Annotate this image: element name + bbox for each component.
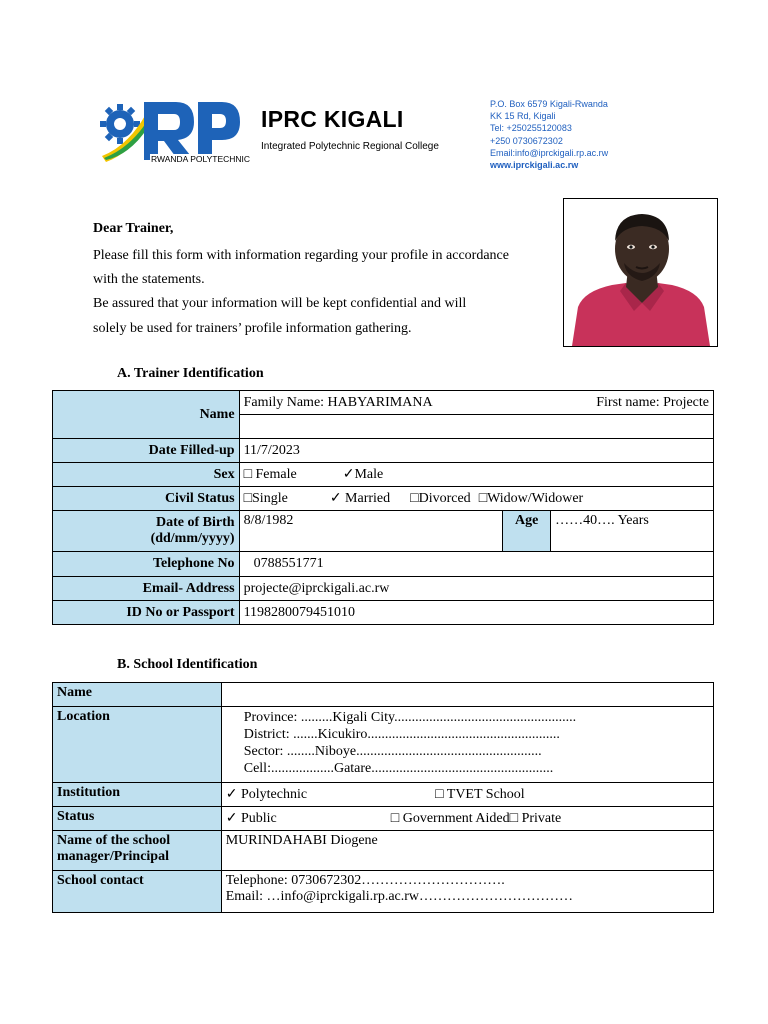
sex-male-checkbox[interactable]: ✓Male <box>342 467 384 482</box>
org-title: IPRC KIGALI <box>261 106 404 132</box>
dob-value[interactable]: 8/8/1982 <box>239 511 503 552</box>
section-b-heading: B. School Identification <box>117 657 258 672</box>
name-extra-cell[interactable] <box>239 415 713 439</box>
contact-email: Email:info@iprckigali.rp.ac.rw <box>490 147 609 158</box>
id-value[interactable]: 1198280079451010 <box>239 601 713 625</box>
dob-format: (dd/mm/yyyy) <box>150 531 235 546</box>
contact-tel: Tel: +250255120083 <box>490 123 572 134</box>
status-government-private-checkbox[interactable]: □ Government Aided□ Private <box>390 811 562 826</box>
dob-label <box>53 511 240 552</box>
name-label: Name <box>53 391 240 439</box>
sex-female-checkbox[interactable]: □ Female <box>243 467 297 482</box>
civil-widow-checkbox[interactable]: □Widow/Widower <box>478 491 584 506</box>
contact-block <box>490 98 608 171</box>
province-field[interactable]: Province: .........Kigali City.................................................... <box>243 710 577 725</box>
manager-label-line2: manager/Principal <box>57 849 169 864</box>
trainer-photo <box>563 198 718 347</box>
age-label: Age <box>503 511 551 552</box>
contact-road: KK 15 Rd, Kigali <box>490 111 556 122</box>
intro-line: Please fill this form with information regarding your profile in accordance <box>93 248 509 263</box>
location-value <box>221 707 713 783</box>
date-filled-value[interactable]: 11/7/2023 <box>239 439 713 463</box>
org-subtitle: Integrated Polytechnic Regional College <box>261 141 439 152</box>
school-contact-telephone[interactable]: Telephone: 0730672302…………………………. <box>225 873 505 888</box>
institution-options <box>221 783 713 807</box>
civil-single-checkbox[interactable]: □Single <box>243 491 288 506</box>
civil-status-options <box>239 487 713 511</box>
civil-status-label: Civil Status <box>53 487 240 511</box>
contact-address: P.O. Box 6579 Kigali-Rwanda <box>490 99 608 109</box>
institution-polytechnic-checkbox[interactable]: ✓ Polytechnic <box>225 787 308 802</box>
first-name: First name: Projecte <box>596 394 709 410</box>
school-name-value[interactable] <box>221 683 713 707</box>
intro-line: solely be used for trainers’ profile information gathering. <box>93 320 412 336</box>
contact-mobile: +250 0730672302 <box>490 135 563 146</box>
email-value[interactable]: projecte@iprckigali.ac.rw <box>239 577 713 601</box>
intro-line: with the statements. <box>93 272 205 288</box>
location-label: Location <box>53 707 222 783</box>
school-contact-email[interactable]: Email: …info@iprckigali.rp.ac.rw…………………………… <box>225 889 574 904</box>
rp-logo <box>98 94 251 166</box>
trainer-identification-table <box>52 390 714 625</box>
family-name: Family Name: HABYARIMANA <box>243 394 433 410</box>
age-value[interactable]: ……40…. Years <box>551 511 714 552</box>
school-identification-table <box>52 682 714 913</box>
telephone-value[interactable]: 0788551771 <box>239 552 713 577</box>
sex-label: Sex <box>53 463 240 487</box>
intro-line: Be assured that your information will be kept confidential and will <box>93 296 467 312</box>
section-a-heading: A. Trainer Identification <box>117 366 264 381</box>
sex-options <box>239 463 713 487</box>
school-contact-value <box>221 871 713 913</box>
cell-field[interactable]: Cell:..................Gatare.................................................... <box>243 761 554 776</box>
civil-married-checkbox[interactable]: ✓ Married <box>329 491 391 506</box>
contact-website[interactable]: www.iprckigali.ac.rw <box>490 160 579 171</box>
greeting: Dear Trainer, <box>93 221 174 236</box>
dob-label-text: Date of Birth <box>156 515 235 530</box>
telephone-label: Telephone No <box>53 552 240 577</box>
email-label: Email- Address <box>53 577 240 601</box>
school-name-label: Name <box>53 683 222 707</box>
date-filled-label: Date Filled-up <box>53 439 240 463</box>
institution-tvet-checkbox[interactable]: □ TVET School <box>435 787 525 802</box>
manager-value[interactable]: MURINDAHABI Diogene <box>221 831 713 871</box>
manager-label-line1: Name of the school <box>57 833 171 848</box>
id-label: ID No or Passport <box>53 601 240 625</box>
sector-field[interactable]: Sector: ........Niboye..................................................... <box>243 744 542 759</box>
name-value-cell[interactable] <box>239 391 713 415</box>
institution-label: Institution <box>53 783 222 807</box>
civil-divorced-checkbox[interactable]: □Divorced <box>410 491 471 506</box>
status-label: Status <box>53 807 222 831</box>
status-public-checkbox[interactable]: ✓ Public <box>225 811 277 826</box>
manager-label <box>53 831 222 871</box>
intro-text <box>93 244 563 341</box>
status-options <box>221 807 713 831</box>
school-contact-label: School contact <box>53 871 222 913</box>
logo-caption: RWANDA POLYTECHNIC <box>151 154 251 164</box>
district-field[interactable]: District: .......Kicukiro....................................................... <box>243 727 560 742</box>
